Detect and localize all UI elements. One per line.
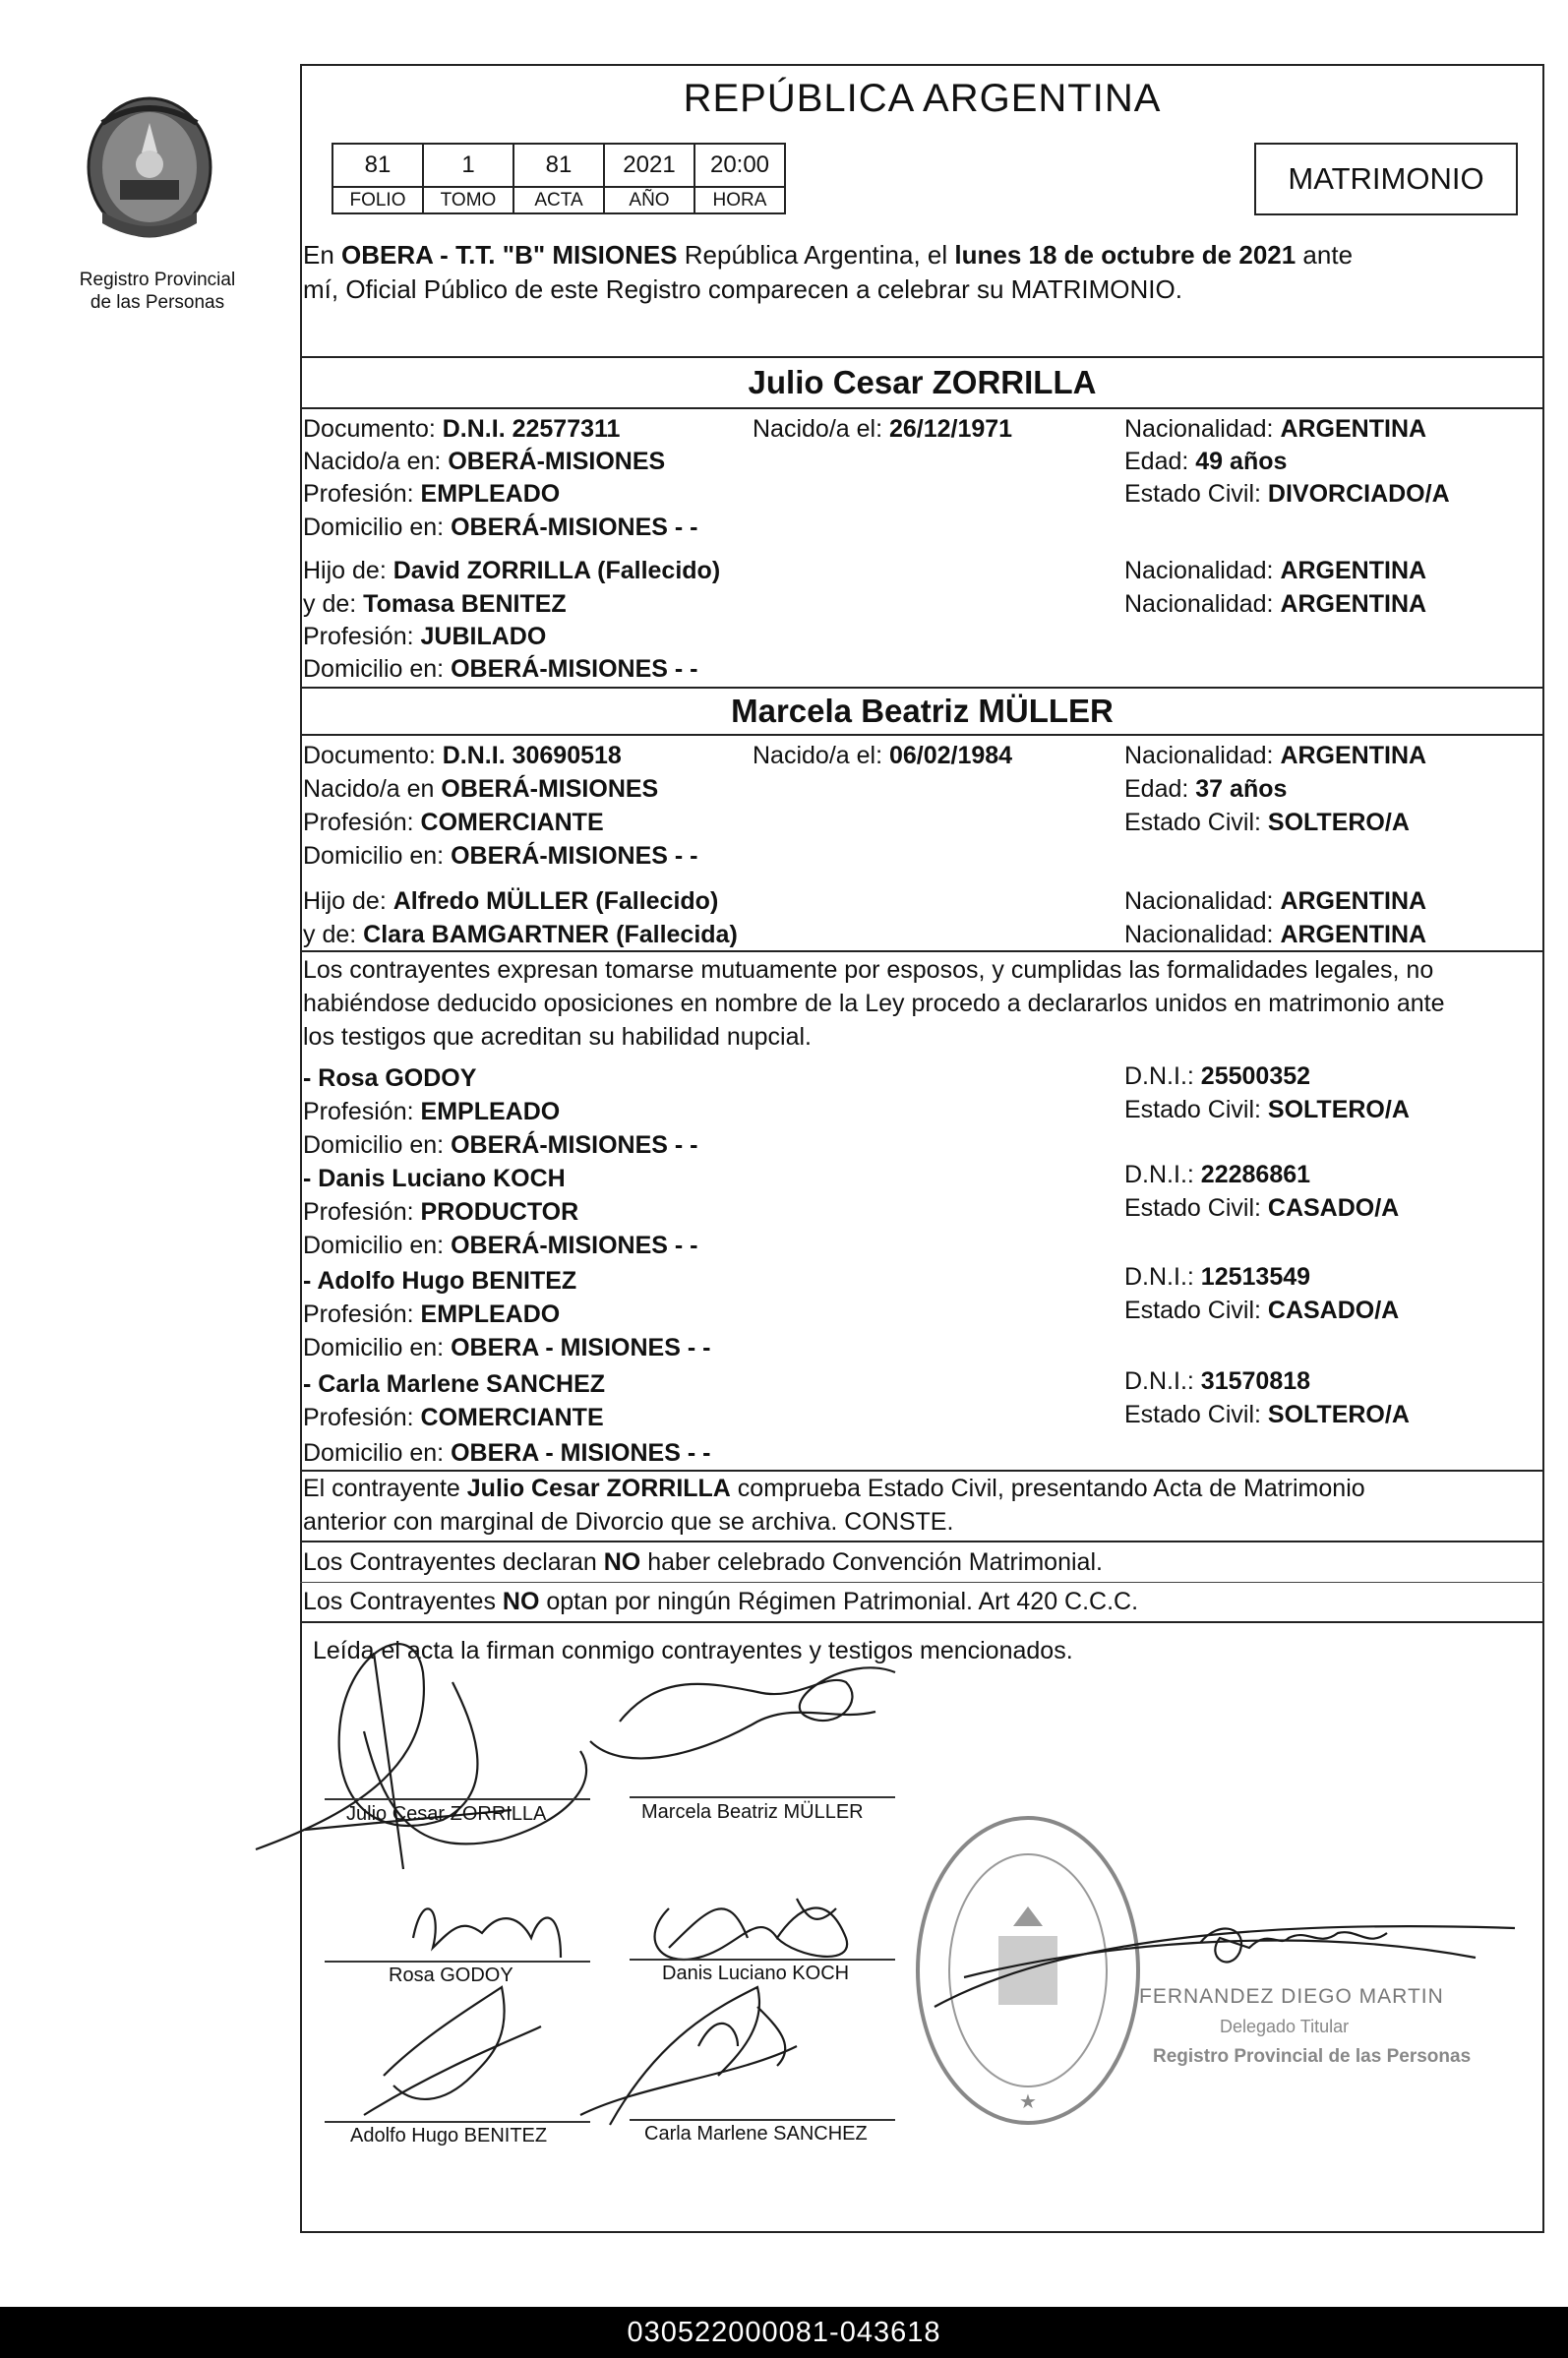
anio-label: AÑO [604, 187, 694, 213]
officer-name: FERNANDEZ DIEGO MARTIN [1139, 1985, 1444, 2008]
spouse1-birthplace: Nacido/a en: OBERÁ-MISIONES [303, 448, 666, 475]
spouse2-nationality: Nacionalidad: ARGENTINA [1124, 742, 1427, 769]
convention-statement: Los Contrayentes declaran NO haber celebrado Convención Matrimonial. [303, 1548, 1103, 1576]
spouse2-mother: y de: Clara BAMGARTNER (Fallecida) [303, 921, 738, 948]
witness1-profession: Profesión: EMPLEADO [303, 1098, 561, 1125]
acta-label: ACTA [513, 187, 604, 213]
tomo-value: 1 [423, 144, 513, 187]
spouse1-profession: Profesión: EMPLEADO [303, 480, 561, 508]
civil-status-note-line-1: El contrayente Julio Cesar ZORRILLA comprueba Estado Civil, presentando Acta de Matrimonio [303, 1475, 1365, 1502]
witness2-civil-status: Estado Civil: CASADO/A [1124, 1194, 1400, 1222]
spouse1-birth-date: Nacido/a el: 26/12/1971 [753, 415, 1013, 443]
witness2-profession: Profesión: PRODUCTOR [303, 1198, 579, 1226]
civil-status-note-line-2: anterior con marginal de Divorcio que se archiva. CONSTE. [303, 1508, 954, 1536]
signature-name-danis-koch: Danis Luciano KOCH [662, 1963, 850, 1984]
divider [300, 687, 1544, 689]
signature-name-julio-zorrilla: Julio Cesar ZORRILLA [346, 1803, 547, 1825]
divider [300, 407, 1544, 409]
spouse1-documento: Documento: D.N.I. 22577311 [303, 415, 621, 443]
spouse2-father-nationality: Nacionalidad: ARGENTINA [1124, 887, 1427, 915]
witness4-dni: D.N.I.: 31570818 [1124, 1367, 1311, 1395]
spouse1-nationality: Nacionalidad: ARGENTINA [1124, 415, 1427, 443]
tomo-label: TOMO [423, 187, 513, 213]
witness4-address: Domicilio en: OBERA - MISIONES - - [303, 1439, 711, 1467]
witness3-profession: Profesión: EMPLEADO [303, 1300, 561, 1328]
officer-role: Delegado Titular [1220, 2017, 1350, 2036]
spouse2-documento: Documento: D.N.I. 30690518 [303, 742, 622, 769]
spouse2-birth-date: Nacido/a el: 06/02/1984 [753, 742, 1013, 769]
intro-text-a: En [303, 240, 342, 270]
closing-statement: Leída el acta la firman conmigo contrayentes y testigos mencionados. [313, 1637, 1073, 1664]
intro-place: OBERA - T.T. "B" MISIONES [341, 240, 678, 270]
witness2-dni: D.N.I.: 22286861 [1124, 1161, 1311, 1188]
signature-line [325, 1961, 590, 1963]
witness2-address: Domicilio en: OBERÁ-MISIONES - - [303, 1232, 698, 1259]
signature-name-adolfo-benitez: Adolfo Hugo BENITEZ [350, 2125, 548, 2146]
spouse2-address: Domicilio en: OBERÁ-MISIONES - - [303, 842, 698, 870]
document-footer-code: 030522000081-043618 [0, 2307, 1568, 2358]
hora-value: 20:00 [694, 144, 785, 187]
anio-value: 2021 [604, 144, 694, 187]
witness1-name: - Rosa GODOY [303, 1064, 477, 1092]
spouse2-mother-nationality: Nacionalidad: ARGENTINA [1124, 921, 1427, 948]
declaration-line-3: los testigos que acreditan su habilidad nupcial. [303, 1023, 813, 1051]
document-title: REPÚBLICA ARGENTINA [683, 77, 1162, 120]
declaration-line-1: Los contrayentes expresan tomarse mutuamente por esposos, y cumplidas las formalidades legales, no [303, 956, 1434, 984]
witness1-address: Domicilio en: OBERÁ-MISIONES - - [303, 1131, 698, 1159]
witness3-name: - Adolfo Hugo BENITEZ [303, 1267, 577, 1295]
signature-line [630, 1796, 895, 1798]
intro-text-b: República Argentina, el [677, 240, 955, 270]
witness2-name: - Danis Luciano KOCH [303, 1165, 566, 1192]
signature-line [325, 1798, 590, 1800]
spouse2-name: Marcela Beatriz MÜLLER [731, 693, 1114, 729]
signature-line [630, 2119, 895, 2121]
witness4-civil-status: Estado Civil: SOLTERO/A [1124, 1401, 1410, 1428]
signature-name-carla-sanchez: Carla Marlene SANCHEZ [644, 2123, 868, 2145]
intro-line-1 [303, 241, 1353, 271]
logo-caption-line-2: de las Personas [90, 292, 225, 313]
divider [300, 356, 1544, 358]
spouse2-age: Edad: 37 años [1124, 775, 1288, 803]
acta-value: 81 [513, 144, 604, 187]
spouse2-father: Hijo de: Alfredo MÜLLER (Fallecido) [303, 887, 719, 915]
record-meta-table [332, 143, 786, 214]
witness1-dni: D.N.I.: 25500352 [1124, 1062, 1311, 1090]
divider [300, 1541, 1544, 1542]
province-seal-logo [81, 93, 218, 241]
intro-text-c: ante [1296, 240, 1354, 270]
spouse1-address: Domicilio en: OBERÁ-MISIONES - - [303, 514, 698, 541]
signature-line [630, 1959, 895, 1961]
divider [300, 950, 1544, 952]
witness3-dni: D.N.I.: 12513549 [1124, 1263, 1311, 1291]
signature-name-marcela-muller: Marcela Beatriz MÜLLER [641, 1801, 864, 1823]
folio-label: FOLIO [332, 187, 423, 213]
spouse2-profession: Profesión: COMERCIANTE [303, 809, 604, 836]
officer-office: Registro Provincial de las Personas [1153, 2046, 1472, 2067]
spouse1-age: Edad: 49 años [1124, 448, 1288, 475]
signature-name-rosa-godoy: Rosa GODOY [389, 1965, 513, 1986]
declaration-line-2: habiéndose deducido oposiciones en nombre de la Ley procedo a declararlos unidos en matrimonio ante [303, 990, 1445, 1017]
witness4-name: - Carla Marlene SANCHEZ [303, 1370, 606, 1398]
divider [300, 1582, 1544, 1583]
spouse1-civil-status: Estado Civil: DIVORCIADO/A [1124, 480, 1450, 508]
hora-label: HORA [694, 187, 785, 213]
divider [300, 1470, 1544, 1472]
logo-caption-line-1: Registro Provincial [79, 270, 236, 290]
record-type-box: MATRIMONIO [1254, 143, 1518, 215]
witness3-address: Domicilio en: OBERA - MISIONES - - [303, 1334, 711, 1361]
spouse2-civil-status: Estado Civil: SOLTERO/A [1124, 809, 1410, 836]
divider [300, 734, 1544, 736]
regimen-statement: Los Contrayentes NO optan por ningún Régimen Patrimonial. Art 420 C.C.C. [303, 1588, 1139, 1615]
signature-line [325, 2121, 590, 2123]
spouse1-father-nationality: Nacionalidad: ARGENTINA [1124, 557, 1427, 584]
spouse1-father: Hijo de: David ZORRILLA (Fallecido) [303, 557, 721, 584]
witness3-civil-status: Estado Civil: CASADO/A [1124, 1297, 1400, 1324]
spouse1-parents-address: Domicilio en: OBERÁ-MISIONES - - [303, 655, 698, 683]
spouse1-mother-nationality: Nacionalidad: ARGENTINA [1124, 590, 1427, 618]
svg-text:★: ★ [1019, 2091, 1037, 2113]
spouse1-mother: y de: Tomasa BENITEZ [303, 590, 567, 618]
spouse2-birthplace: Nacido/a en OBERÁ-MISIONES [303, 775, 659, 803]
witness1-civil-status: Estado Civil: SOLTERO/A [1124, 1096, 1410, 1123]
folio-value: 81 [332, 144, 423, 187]
logo-caption [49, 269, 266, 314]
spouse1-name: Julio Cesar ZORRILLA [748, 364, 1097, 400]
spouse1-parents-profession: Profesión: JUBILADO [303, 623, 547, 650]
intro-line-2: mí, Oficial Público de este Registro comparecen a celebrar su MATRIMONIO. [303, 274, 1182, 304]
witness4-profession: Profesión: COMERCIANTE [303, 1404, 604, 1431]
intro-date: lunes 18 de octubre de 2021 [954, 240, 1297, 270]
